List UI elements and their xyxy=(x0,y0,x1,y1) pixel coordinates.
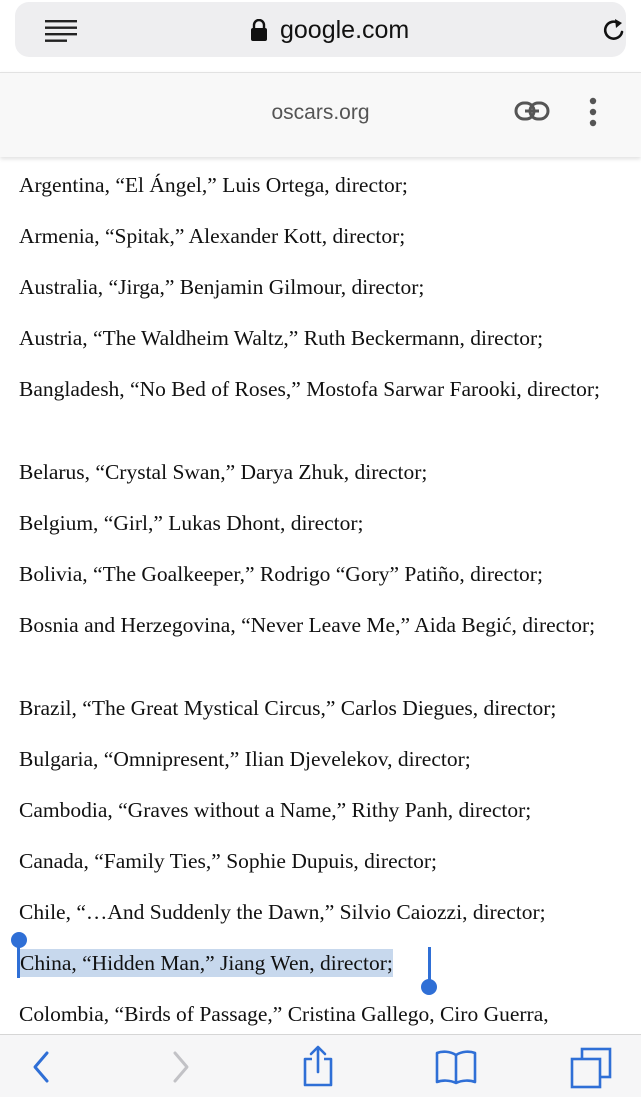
amp-site-header xyxy=(0,72,641,157)
lock-icon xyxy=(250,19,268,41)
list-item: Colombia, “Birds of Passage,” Cristina Gallego, Ciro Guerra, xyxy=(19,1002,549,1026)
list-item: Bolivia, “The Goalkeeper,” Rodrigo “Gory” Patiño, director; xyxy=(19,562,543,586)
selection-end-handle[interactable] xyxy=(421,979,437,995)
list-item: Chile, “…And Suddenly the Dawn,” Silvio Caiozzi, director; xyxy=(19,900,546,924)
tabs-icon[interactable] xyxy=(570,1047,612,1089)
address-bar[interactable] xyxy=(15,2,626,57)
bookmarks-icon[interactable] xyxy=(434,1049,478,1085)
more-vertical-icon[interactable] xyxy=(586,97,600,127)
list-item: Bangladesh, “No Bed of Roses,” Mostofa Sarwar Farooki, director; xyxy=(19,377,600,401)
list-item: Armenia, “Spitak,” Alexander Kott, director; xyxy=(19,224,406,248)
share-icon[interactable] xyxy=(300,1045,336,1087)
list-item: Belgium, “Girl,” Lukas Dhont, director; xyxy=(19,511,364,535)
browser-url-area xyxy=(0,0,641,72)
selection-start-caret[interactable] xyxy=(17,942,20,978)
list-item: Brazil, “The Great Mystical Circus,” Carlos Diegues, director; xyxy=(19,696,557,720)
list-item: Australia, “Jirga,” Benjamin Gilmour, director; xyxy=(19,275,425,299)
selection-end-caret[interactable] xyxy=(428,947,431,983)
menu-lines-icon[interactable] xyxy=(45,20,77,42)
forward-icon[interactable] xyxy=(170,1049,192,1085)
list-item: Cambodia, “Graves without a Name,” Rithy Panh, director; xyxy=(19,798,532,822)
text-selection[interactable]: China, “Hidden Man,” Jiang Wen, director; xyxy=(20,951,393,975)
reload-icon[interactable] xyxy=(601,17,627,45)
list-item: Austria, “The Waldheim Waltz,” Ruth Beckermann, director; xyxy=(19,326,544,350)
back-icon[interactable] xyxy=(30,1049,52,1085)
list-item: Bulgaria, “Omnipresent,” Ilian Djevelekov, director; xyxy=(19,747,471,771)
list-item: Canada, “Family Ties,” Sophie Dupuis, director; xyxy=(19,849,438,873)
list-item: Bosnia and Herzegovina, “Never Leave Me,” Aida Begić, director; xyxy=(19,613,596,637)
link-icon[interactable] xyxy=(514,99,550,123)
selected-list-item[interactable] xyxy=(19,947,619,980)
bottom-toolbar xyxy=(0,1034,641,1097)
list-item: Argentina, “El Ángel,” Luis Ortega, director; xyxy=(19,173,408,197)
article-content xyxy=(0,158,641,1035)
list-item: Belarus, “Crystal Swan,” Darya Zhuk, director; xyxy=(19,460,428,484)
url-domain[interactable]: google.com xyxy=(280,16,410,44)
site-host[interactable]: oscars.org xyxy=(271,101,370,124)
